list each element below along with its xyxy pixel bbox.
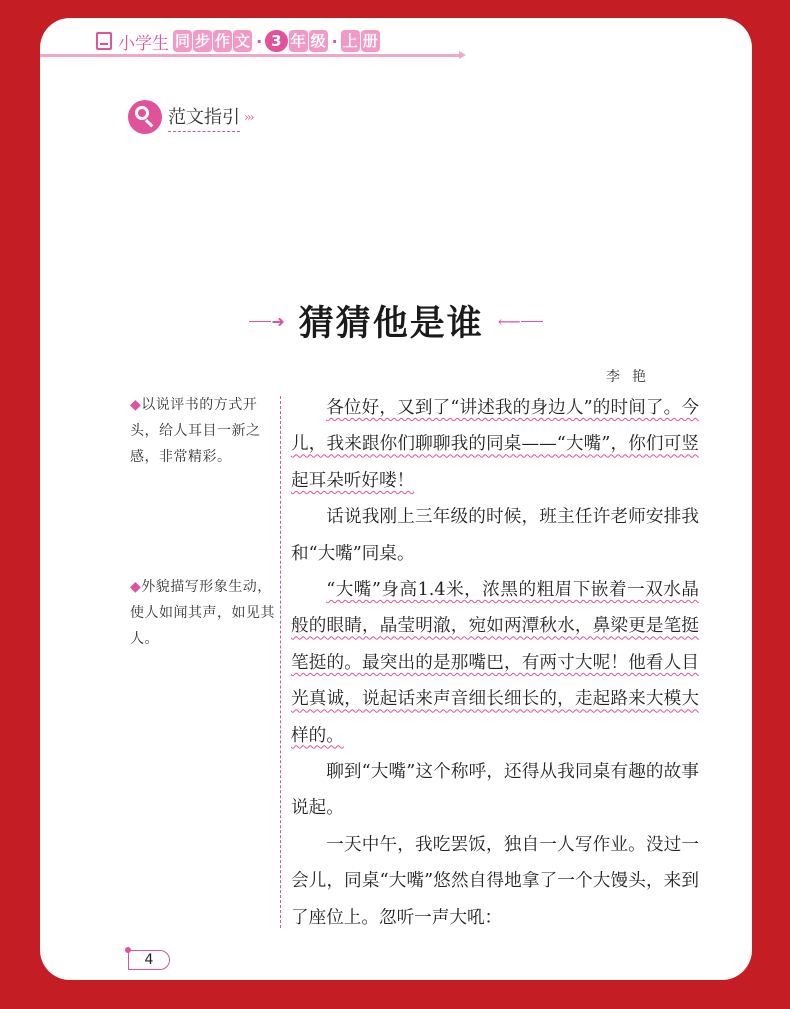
paragraph: [291, 390, 699, 499]
header-chip: 上: [342, 32, 358, 50]
book-page: [40, 18, 752, 980]
left-arrow-ornament-icon: ➜: [249, 312, 284, 331]
side-note: [130, 574, 280, 652]
header-chip: 步: [195, 32, 211, 50]
header-chip: 同: [175, 32, 191, 50]
header-separator-dot: ·: [256, 31, 263, 51]
paragraph: 一天中午，我吃罢饭，独自一人写作业。没过一会儿，同桌“大嘴”悠然自得地拿了一个大馒头，来到了座位上。忽听一声大吼：: [291, 834, 699, 928]
header-chip: 作: [215, 32, 231, 50]
column-divider: [280, 396, 281, 928]
header-grade-number: 3: [265, 30, 287, 52]
running-header: [96, 26, 381, 56]
header-chip: 册: [362, 32, 378, 50]
header-series-prefix: 小学生: [118, 33, 169, 54]
paragraph: 话说我刚上三年级的时候，班主任许老师安排我和“大嘴”同桌。: [291, 507, 699, 564]
header-separator-dot: ·: [331, 31, 338, 51]
diamond-icon: ◆: [130, 397, 142, 413]
header-chip: 文: [235, 32, 251, 50]
diamond-icon: ◆: [130, 579, 142, 595]
paragraph: 聊到“大嘴”这个称呼，还得从我同桌有趣的故事说起。: [291, 762, 699, 819]
section-tag: [128, 100, 252, 134]
paragraph: [291, 572, 699, 754]
section-label: 范文指引: [168, 103, 240, 132]
article-author: 李艳: [606, 369, 658, 385]
side-note-text: 外貌描写形象生动，使人如闻其声，如见其人。: [130, 579, 275, 647]
side-note: [130, 392, 280, 470]
side-note-text: 以说评书的方式开头，给人耳目一新之感，非常精彩。: [130, 397, 261, 465]
header-chip: 年: [290, 32, 306, 50]
book-icon: [96, 32, 112, 50]
article-title: 猜猜他是谁: [298, 304, 484, 344]
annotated-text: “大嘴”身高1.4米，浓黑的粗眉下嵌着一双水晶般的眼睛，晶莹明澈，宛如两潭秋水，鼻梁更是笔挺笔挺的。最突出的是那嘴巴，有两寸大呢！他看人目光真诚，说起话来声音细长细长的，走起路来大模大样的。: [291, 580, 699, 746]
right-arrow-ornament-icon: ⟵: [498, 312, 543, 331]
header-chip: 级: [310, 32, 326, 50]
annotated-text: 各位好，又到了“讲述我的身边人”的时间了。今儿，我来跟你们聊聊我的同桌——“大嘴”，你们可竖起耳朵听好喽！: [291, 398, 699, 491]
arrows-icon: ›››: [244, 110, 253, 124]
magnifier-icon: [128, 100, 162, 134]
article-title-row: [40, 296, 752, 346]
page-number: 4: [128, 950, 170, 970]
article-body: [291, 390, 699, 936]
